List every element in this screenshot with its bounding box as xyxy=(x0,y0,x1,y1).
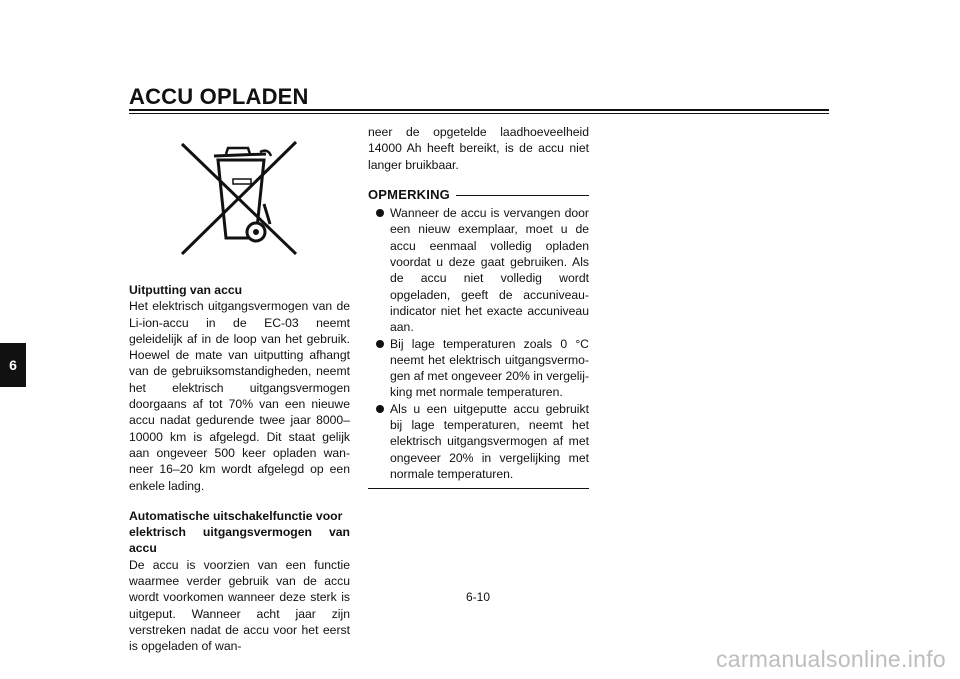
watermark: carmanualsonline.info xyxy=(715,646,946,672)
section-body-cutoff: De accu is voorzien van een functie waarmee verder gebruik van de accu wordt voorkomen wanneer deze sterk is uitgeput. Wanneer acht jaar zijn verstreken nadat de accu voor het eerst is opgeladen of wan- xyxy=(129,557,350,654)
note-end-rule xyxy=(368,488,589,489)
section-heading-depletion: Uitputting van accu xyxy=(129,283,243,297)
note-title: OPMERKING xyxy=(368,186,450,202)
header-rule-thin xyxy=(129,113,829,114)
bullet-dot-icon xyxy=(376,209,384,217)
page-title: ACCU OPLADEN xyxy=(129,84,309,109)
right-column xyxy=(368,124,589,489)
note-item: Als u een uitgeputte accu gebruikt bij lage temperaturen, neemt het elektrisch uitgangsvermogen af met ongeveer 20% in vergelijking met normale temperaturen. xyxy=(368,401,589,482)
note-item: Wanneer de accu is vervangen door een nieuw exemplaar, moet u de accu eenmaal volledig opladen voordat u deze gaat gebruiken. Als de accu niet volledig wordt opgeladen, geeft de accuniveau-indicator niet het exacte accuniveau aan. xyxy=(368,205,589,335)
note-list xyxy=(368,205,589,482)
section-body-depletion: Het elektrisch uitgangsvermogen van de Li-ion-accu in de EC-03 neemt geleidelijk af in de loop van het gebruik. Hoewel de mate van uitputting afhangt van de gebruiksomstandigheden, neemt het elektrisch uitgangsvermogen doorgaans af tot 70% van een nieuwe accu nadat gedurende twee jaar 8000–10000 km is afgelegd. Dit staat gelijk aan ongeveer 500 keer opladen wanneer 16–20 km wordt afgelegd op een enkele lading. xyxy=(129,299,350,493)
chapter-number: 6 xyxy=(9,357,17,373)
page-number: 6-10 xyxy=(466,590,491,604)
bullet-dot-icon xyxy=(376,340,384,348)
chapter-tab xyxy=(0,343,26,387)
bullet-dot-icon xyxy=(376,405,384,413)
section-heading-cutoff-line1: Automatische uitschakelfunctie voor xyxy=(129,508,343,523)
header-rule xyxy=(129,109,829,111)
section-heading-cutoff-line2: elektrisch uitgangsvermogen van accu xyxy=(129,525,350,556)
continuation-text: neer de opgetelde laadhoeveelheid 14000 Ah heeft bereikt, is de accu niet langer bruikbaar. xyxy=(368,125,589,172)
note-item: Bij lage temperaturen zoals 0 °C neemt het elektrisch uitgangsvermogen af met ongeveer 20% in vergelijking met normale temperaturen. xyxy=(368,336,589,401)
note-header xyxy=(368,187,589,203)
left-column xyxy=(129,282,350,655)
note-header-rule xyxy=(456,195,589,196)
crossed-out-bin-icon xyxy=(176,134,302,258)
